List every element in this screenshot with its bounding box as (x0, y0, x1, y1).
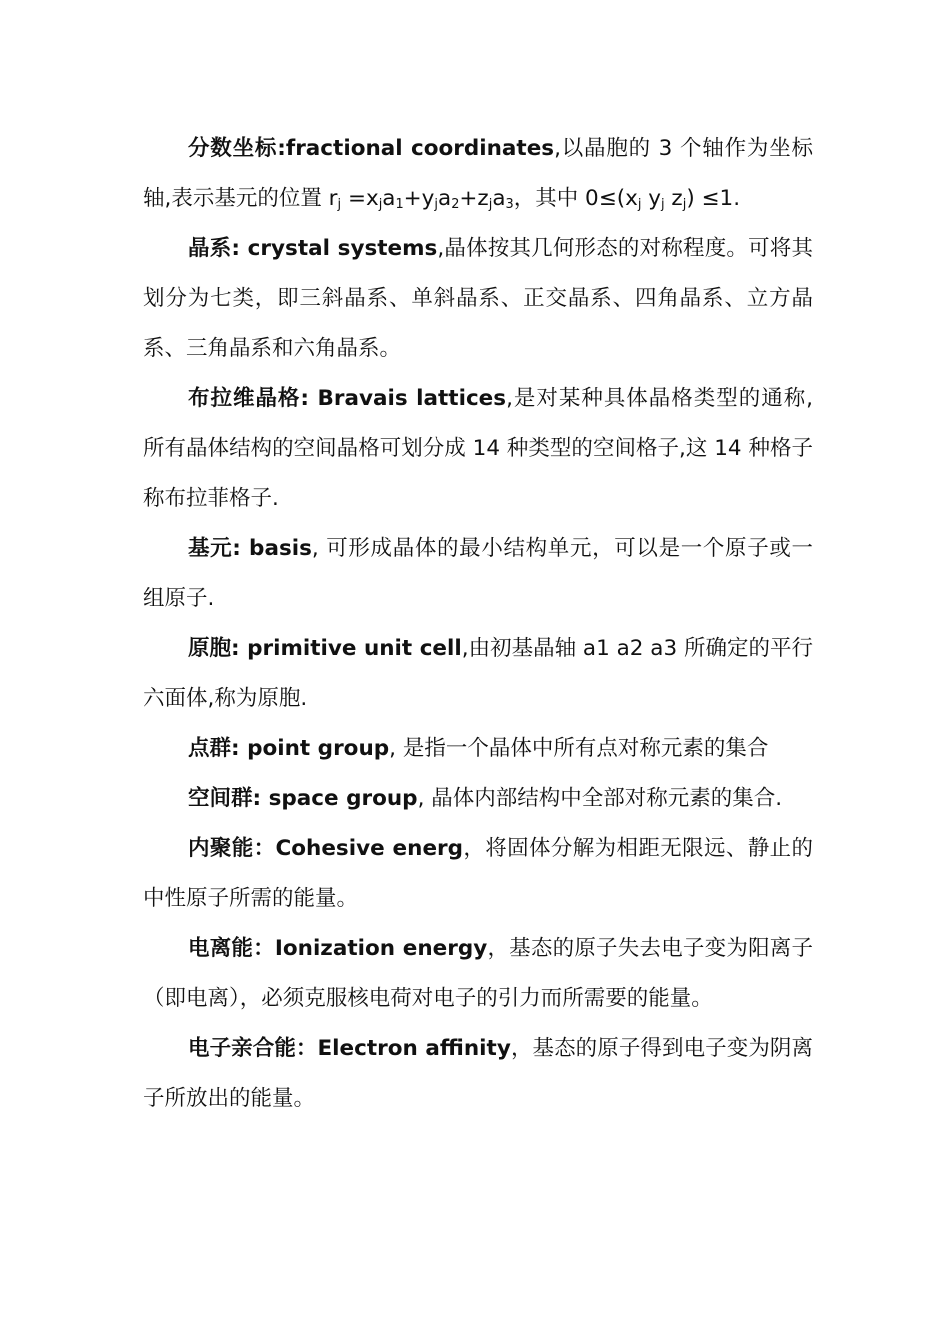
subscript: j (661, 197, 665, 213)
formula-text: ) ≤1. (686, 186, 741, 211)
entry-primitive-unit-cell (143, 624, 813, 724)
entry-text: ，将固体分解为相距无限远、静止的中性原子所需的能量。 (143, 836, 813, 911)
entry-term: 点群: point group (188, 736, 390, 761)
formula-text: y (641, 186, 661, 211)
glossary-body (143, 124, 813, 1124)
entry-text: ，基态的原子得到电子变为阴离子所放出的能量。 (143, 1036, 813, 1111)
entry-term: 布拉维晶格: Bravais lattices (188, 386, 507, 411)
subscript: j (488, 197, 493, 213)
subscript: 2 (451, 197, 460, 213)
formula-text: =x (341, 186, 379, 211)
entry-text: ,晶体按其几何形态的对称程度。可将其划分为七类，即三斜晶系、单斜晶系、正交晶系、四角晶系、立方晶系、三角晶系和六角晶系。 (143, 236, 813, 361)
entry-ionization-energy (143, 924, 813, 1024)
formula-text: ，其中 0≤(x (513, 186, 638, 211)
entry-term: 内聚能：Cohesive energ (188, 836, 464, 861)
subscript: j (337, 197, 342, 213)
entry-term: 空间群: space group (188, 786, 418, 811)
entry-term: 电子亲合能：Electron affinity (188, 1036, 511, 1061)
subscript: j (378, 197, 383, 213)
entry-crystal-systems (143, 224, 813, 374)
subscript: j (434, 197, 439, 213)
entry-text: ,由初基晶轴 a1 a2 a3 所确定的平行六面体,称为原胞. (143, 636, 813, 711)
entry-term: 基元: basis (188, 536, 312, 561)
subscript: 1 (395, 197, 404, 213)
subscript: 3 (505, 197, 514, 213)
entry-text: , 可形成晶体的最小结构单元，可以是一个原子或一组原子. (143, 536, 814, 611)
entry-text: ,是对某种具体晶格类型的通称,所有晶体结构的空间晶格可划分成 14 种类型的空间格子,这 14 种格子称布拉菲格子. (143, 386, 814, 511)
entry-text: , 晶体内部结构中全部对称元素的集合. (417, 786, 783, 811)
entry-term: 分数坐标:fractional coordinates (188, 136, 555, 161)
entry-space-group (143, 774, 813, 824)
entry-text: ，基态的原子失去电子变为阳离子（即电离），必须克服核电荷对电子的引力而所需要的能量。 (143, 936, 813, 1011)
entry-cohesive-energy (143, 824, 813, 924)
entry-basis (143, 524, 813, 624)
entry-term: 原胞: primitive unit cell (188, 636, 462, 661)
formula-text: a (492, 186, 506, 211)
entry-bravais-lattices (143, 374, 813, 524)
formula-text: +z (459, 186, 489, 211)
formula-text: +y (403, 186, 435, 211)
formula-text: z (664, 186, 683, 211)
entry-fractional-coordinates (143, 124, 813, 224)
formula-text: a (438, 186, 452, 211)
entry-electron-affinity (143, 1024, 813, 1124)
subscript: j (637, 197, 642, 213)
entry-text: ,以晶胞的 3 个轴作为坐标轴,表示基元的位置 r (143, 136, 813, 211)
formula-text: a (382, 186, 396, 211)
subscript: j (682, 197, 687, 213)
entry-text: , 是指一个晶体中所有点对称元素的集合 (389, 736, 769, 761)
entry-point-group (143, 724, 813, 774)
entry-term: 电离能：Ionization energy (188, 936, 488, 961)
entry-term: 晶系: crystal systems (188, 236, 438, 261)
